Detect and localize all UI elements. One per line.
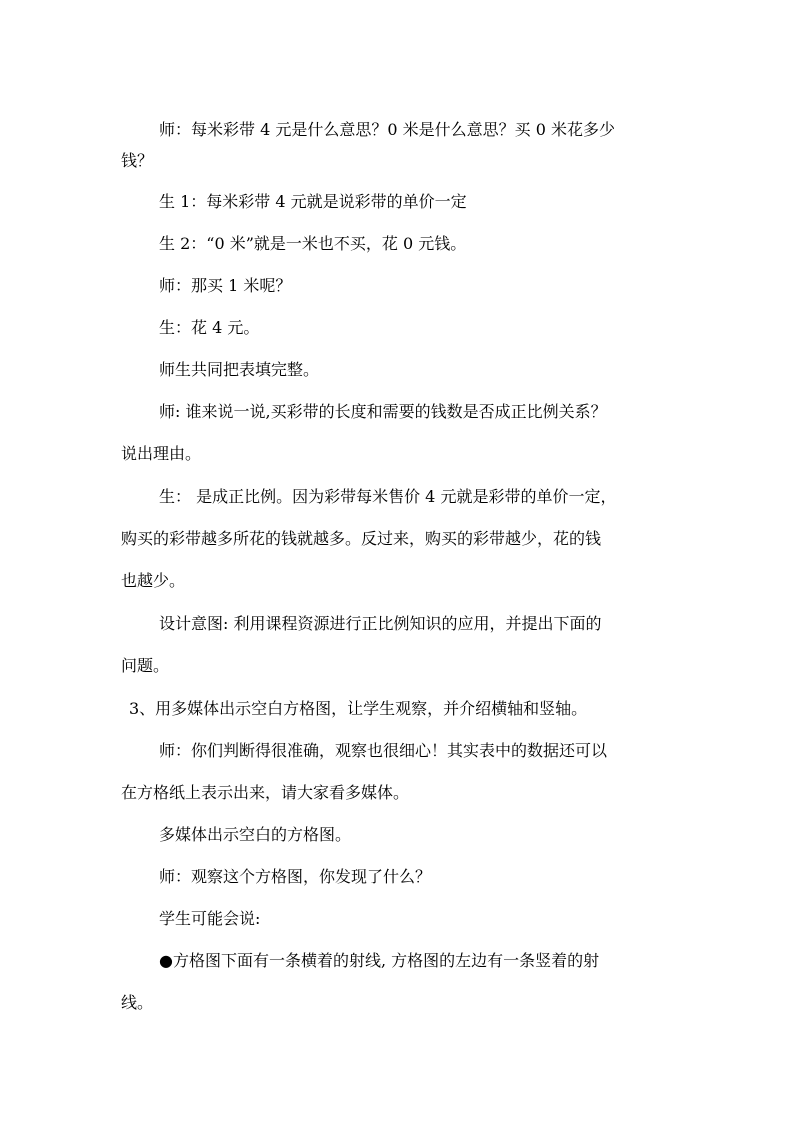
paragraph-line: ●方格图下面有一条横着的射线, 方格图的左边有一条竖着的射	[159, 951, 600, 970]
paragraph-line: 购买的彩带越多所花的钱就越多。反过来，购买的彩带越少，花的钱	[121, 529, 602, 548]
paragraph-line: 钱？	[121, 151, 154, 170]
paragraph-line: 在方格纸上表示出来，请大家看多媒体。	[121, 783, 410, 802]
paragraph-line: 学生可能会说:	[159, 909, 261, 928]
paragraph-line: 也越少。	[121, 571, 186, 590]
paragraph-line: 3、用多媒体出示空白方格图，让学生观察，并介绍横轴和竖轴。	[129, 699, 588, 718]
paragraph-line: 说出理由。	[121, 444, 202, 463]
paragraph-line: 生： 是成正比例。因为彩带每米售价 4 元就是彩带的单价一定，	[159, 487, 617, 506]
paragraph-line: 师：每米彩带 4 元是什么意思？0 米是什么意思？买 0 米花多少	[159, 120, 615, 139]
paragraph-line: 师：你们判断得很准确，观察也很细心！其实表中的数据还可以	[159, 741, 608, 760]
paragraph-line: 生：花 4 元。	[159, 318, 260, 337]
paragraph-line: 设计意图: 利用课程资源进行正比例知识的应用，并提出下面的	[159, 614, 602, 633]
paragraph-line: 师：观察这个方格图，你发现了什么？	[159, 867, 432, 886]
paragraph-line: 师: 谁来说一说,买彩带的长度和需要的钱数是否成正比例关系？	[159, 402, 607, 421]
paragraph-line: 师生共同把表填完整。	[159, 360, 320, 379]
paragraph-line: 多媒体出示空白的方格图。	[159, 825, 352, 844]
paragraph-line: 生 2：“0 米”就是一米也不买，花 0 元钱。	[159, 234, 467, 253]
paragraph-line: 线。	[121, 993, 154, 1012]
paragraph-line: 生 1：每米彩带 4 元就是说彩带的单价一定	[159, 192, 467, 211]
paragraph-line: 问题。	[121, 656, 170, 675]
paragraph-line: 师：那买 1 米呢？	[159, 276, 292, 295]
